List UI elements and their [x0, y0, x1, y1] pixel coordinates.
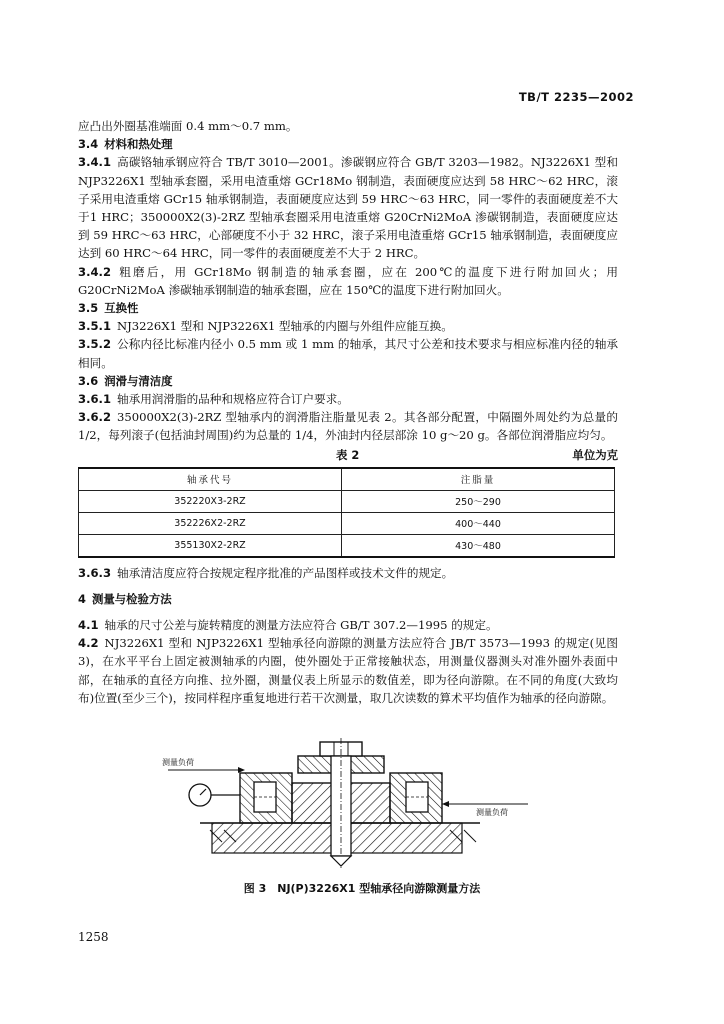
section-title: 互换性	[104, 301, 139, 316]
section-number: 3.6	[78, 373, 99, 388]
clause-text: 高碳铬轴承钢应符合 TB/T 3010—2001。渗碳钢应符合 GB/T 3203—1982。NJ3226X1 型和 NJP3226X1 型轴承套圈，采用电渣重熔 GCr18Mo 钢制造，表面硬度应达到 58 HRC～62 HRC，滚子采用电渣重熔 GCr15 轴承钢制造，表面硬度应达到 59 HRC～63 HRC，同一零件的表面硬度差不大于1 HRC；350000X2(3)-2RZ 型轴承套圈采用电渣重熔 G20CrNi2MoA 渗碳钢制造，表面硬度应达到 59 HRC～63 HRC，心部硬度不小于 32 HRC，滚子采用电渣重熔 GCr15 轴承钢制造，表面硬度应达到 60 HRC～64 HRC，同一零件的表面硬度差不大于 2 HRC。	[78, 155, 618, 261]
clause-paragraph	[78, 317, 618, 335]
section-title: 测量与检验方法	[91, 591, 172, 606]
clause-paragraph	[78, 634, 618, 707]
clause-number: 3.4.1	[78, 155, 112, 170]
section-heading	[78, 590, 618, 608]
clause-number: 4.1	[78, 618, 99, 633]
table-header-cell: 轴承代号	[79, 468, 342, 491]
clause-text: NJ3226X1 型和 NJP3226X1 型轴承径向游隙的测量方法应符合 JB/T 3573—1993 的规定(见图 3)，在水平平台上固定被测轴承的内圈，使外圈处于正常接触状态，用测量仪器测头对准外圈外表面中部，在轴承的直径方向推、拉外圈，测量仪表上所显示的数值差，即为径向游隙。在不同的角度(大致均布)位置(至少三个)，按同样程序重复地进行若干次测量，取几次读数的算术平均值作为轴承的径向游隙。	[78, 636, 618, 705]
clause-paragraph	[78, 408, 618, 444]
table-unit: 单位为克	[572, 447, 618, 462]
table-cell: 352226X2-2RZ	[79, 512, 342, 534]
clause-number: 3.5.2	[78, 337, 112, 352]
section-number: 3.4	[78, 137, 99, 152]
document-body	[78, 117, 618, 707]
left-load-label: 测量负荷	[162, 758, 194, 767]
clause-text: 350000X2(3)-2RZ 型轴承内的润滑脂注脂量见表 2。其各部分配置，中隔圈外周处约为总量的 1/2，每列滚子(包括油封周围)约为总量的 1/4，外油封内径层部涂 10 g～20 g。各部位润滑脂应均匀。	[78, 410, 618, 443]
clause-paragraph	[78, 390, 618, 408]
section-number: 4	[78, 591, 86, 606]
section-heading	[78, 135, 618, 153]
table-header-row	[79, 468, 615, 491]
clause-number: 3.6.2	[78, 410, 112, 425]
section-heading	[78, 372, 618, 390]
section-title: 材料和热处理	[104, 137, 173, 152]
clause-text: 轴承用润滑脂的品种和规格应符合订户要求。	[117, 392, 349, 407]
clause-paragraph	[78, 564, 618, 582]
page-number: 1258	[78, 930, 109, 944]
clause-number: 3.6.3	[78, 565, 112, 580]
clause-number: 3.4.2	[78, 264, 112, 279]
section-heading	[78, 299, 618, 317]
section-number: 3.5	[78, 301, 99, 316]
grease-table	[78, 467, 615, 558]
table-row	[79, 490, 615, 512]
standard-code: TB/T 2235—2002	[518, 90, 634, 104]
table-row	[79, 512, 615, 534]
figure-caption: 图 3 NJ(P)3226X1 型轴承径向游隙测量方法	[243, 882, 481, 895]
clause-number: 3.5.1	[78, 319, 112, 334]
clause-number: 3.6.1	[78, 392, 112, 407]
table-row	[79, 534, 615, 557]
table-cell: 430～480	[342, 534, 615, 557]
table-title: 表 2	[336, 447, 360, 462]
table-cell: 250～290	[342, 490, 615, 512]
clause-paragraph	[78, 616, 618, 634]
left-load-arrow	[238, 767, 245, 773]
clause-text: 粗磨后，用 GCr18Mo 钢制造的轴承套圈，应在 200℃的温度下进行附加回火；用 G20CrNi2MoA 渗碳轴承钢制造的轴承套圈，应在 150℃的温度下进行附加回火。	[78, 264, 618, 297]
right-load-label: 测量负荷	[476, 808, 508, 817]
clause-text: NJ3226X1 型和 NJP3226X1 型轴承的内圈与外组件应能互换。	[117, 319, 453, 334]
clause-paragraph	[78, 153, 618, 262]
clause-paragraph	[78, 335, 618, 371]
clause-text: 公称内径比标准内径小 0.5 mm 或 1 mm 的轴承，其尺寸公差和技术要求与相应标准内径的轴承相同。	[78, 337, 618, 370]
clause-text: 轴承清洁度应符合按规定程序批准的产品图样或技术文件的规定。	[117, 565, 454, 580]
clause-paragraph	[78, 263, 618, 299]
table-caption	[78, 447, 618, 467]
table-cell: 400～440	[342, 512, 615, 534]
right-load-arrow	[442, 801, 449, 807]
clause-number: 4.2	[78, 636, 99, 651]
table-header-cell: 注脂量	[342, 468, 615, 491]
section-title: 润滑与清洁度	[104, 373, 173, 388]
table-cell: 355130X2-2RZ	[79, 534, 342, 557]
clause-text: 轴承的尺寸公差与旋转精度的测量方法应符合 GB/T 307.2—1995 的规定。	[104, 618, 498, 633]
table-cell: 352220X3-2RZ	[79, 490, 342, 512]
intro-paragraph: 应凸出外圈基准端面 0.4 mm～0.7 mm。	[78, 119, 298, 133]
measurement-figure	[150, 738, 550, 878]
